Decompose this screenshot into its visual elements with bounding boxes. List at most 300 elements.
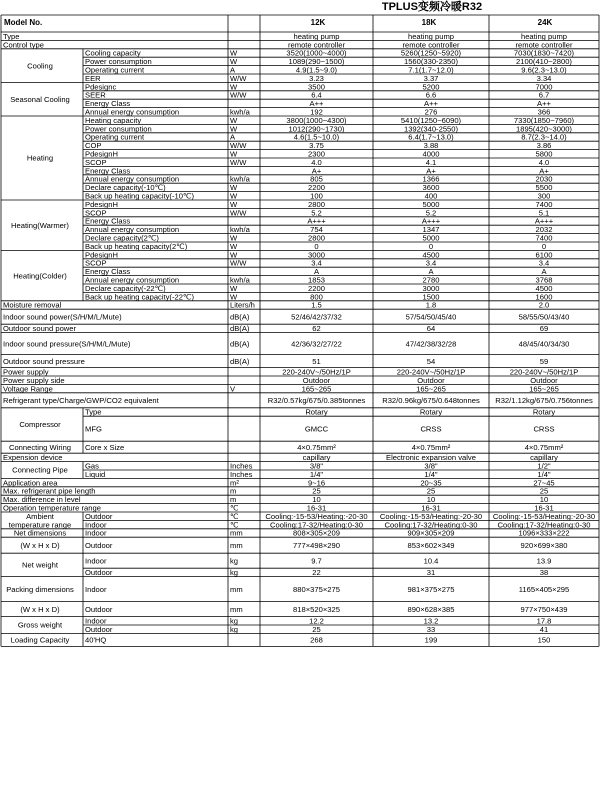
row-value: 4×0.75mm²	[297, 442, 336, 452]
row-sub-label: Outdoor	[85, 511, 113, 521]
row-unit: mm	[230, 540, 243, 550]
row-value: CRSS	[420, 424, 442, 434]
row-value: 1560(330-2350)	[403, 57, 459, 67]
row-unit: W/W	[230, 157, 247, 167]
row-value: 8.7(2.3~14.0)	[521, 132, 567, 142]
row-value: 1895(420~3000)	[516, 124, 572, 134]
row-value: 27~45	[533, 478, 555, 488]
row-sub-label: Power consumption	[85, 57, 152, 67]
row-value: A++	[424, 99, 438, 109]
row-sub-label: Core x Size	[85, 442, 125, 452]
row-value: 47/42/38/32/28	[405, 339, 457, 349]
row-value: 1089(290~1500)	[288, 57, 345, 67]
row-value: 2030	[535, 174, 553, 184]
row-group-label: Connecting Pipe	[12, 465, 68, 475]
row-unit: W	[230, 82, 238, 92]
row-value: 13.2	[423, 616, 439, 626]
row-sub-label: PdesignH	[85, 149, 118, 159]
row-value: heating pump	[293, 31, 340, 41]
row-value: 6.6	[425, 90, 437, 100]
row-sub-label: Pdesignc	[85, 82, 117, 92]
row-value: 300	[537, 191, 551, 201]
row-value: 6.4	[311, 90, 322, 100]
row-value: 38	[539, 568, 549, 578]
row-value: 10	[312, 495, 321, 505]
row-group-label: Connecting Wiring	[8, 442, 72, 452]
row-sub-label: Operating current	[85, 132, 145, 142]
row-sub-label: Back up heating capacity(-22℃)	[85, 292, 194, 302]
row-value: 1/4"	[537, 469, 551, 479]
row-unit: W	[230, 115, 238, 125]
row-value: 25	[426, 486, 436, 496]
row-unit: kwh/a	[230, 174, 250, 184]
row-value: 818×520×325	[293, 604, 340, 614]
row-sub-label: Annual energy consumption	[85, 225, 180, 235]
row-label: Indoor sound pressure(S/H/M/L/Mute)	[3, 339, 131, 349]
table-title: TPLUS变频冷暖R32	[381, 1, 483, 13]
row-value: 220-240V~/50Hz/1P	[396, 367, 466, 377]
row-value: R32/1.12kg/675/0.756tonnes	[495, 396, 593, 405]
row-value: 3.75	[309, 141, 324, 151]
row-group-label: Cooling	[27, 61, 53, 71]
row-sub-label: Declare capacity(-22℃)	[85, 283, 166, 293]
row-value: GMCC	[304, 424, 329, 434]
row-value: 1/4"	[424, 469, 438, 479]
row-sub-label: Operating current	[85, 65, 145, 75]
row-value: 3/8"	[424, 461, 438, 471]
row-value: 3600	[422, 183, 440, 193]
row-value: 4.6(1.5~10.0)	[293, 132, 340, 142]
row-value: 1600	[535, 292, 553, 302]
row-value: 9~16	[307, 478, 326, 488]
row-unit: ℃	[230, 503, 239, 513]
row-unit: W/W	[230, 258, 247, 268]
row-sub-label: Indoor	[85, 528, 107, 538]
row-sub-label: Annual energy consumption	[85, 174, 180, 184]
row-value: 7000	[535, 82, 553, 92]
row-group-label: Ambient temperature range	[8, 511, 72, 530]
row-value: 1500	[422, 292, 440, 302]
row-value: 33	[426, 624, 436, 634]
row-sub-label: Energy Class	[85, 99, 131, 109]
row-value: 1096×333×222	[518, 528, 570, 538]
row-unit: W	[230, 250, 238, 260]
row-group-label: Gross weight	[17, 620, 63, 630]
row-value: 25	[539, 486, 549, 496]
row-value: 4000	[422, 149, 440, 159]
row-unit: W	[230, 48, 238, 58]
row-value: 59	[539, 356, 549, 366]
row-sub-label: Heating capacity	[85, 115, 142, 125]
row-value: 6.4(1.7~13.0)	[408, 132, 454, 142]
row-value: 2200	[308, 283, 325, 293]
table-cells	[3, 18, 595, 645]
row-sub-label: PdesignH	[85, 199, 118, 209]
row-sub-label: Back up heating capacity(-10℃)	[85, 191, 194, 201]
row-value: 4.9(1.5~9.0)	[295, 65, 338, 75]
row-value: 777×498×290	[293, 540, 340, 550]
row-value: A+++	[307, 216, 326, 226]
row-label: Power supply	[3, 367, 49, 377]
row-value: 16-31	[534, 503, 554, 513]
row-value: 1853	[308, 275, 325, 285]
row-group-label: (W x H x D)	[20, 540, 60, 550]
row-unit: A	[230, 132, 236, 142]
row-value: 6.7	[538, 90, 550, 100]
row-sub-label: Type	[85, 407, 102, 417]
row-value: 4×0.75mm²	[524, 442, 564, 452]
row-value: 5000	[422, 233, 440, 243]
row-value: 16-31	[421, 503, 441, 513]
row-unit: m	[230, 486, 237, 496]
row-value: 880×375×275	[293, 584, 340, 594]
row-value: Rotary	[305, 407, 328, 417]
row-value: A+++	[421, 216, 441, 226]
row-value: 2800	[308, 233, 325, 243]
row-value: A+	[311, 166, 322, 176]
row-sub-label: Annual energy consumption	[85, 107, 180, 117]
row-sub-label: Indoor	[85, 520, 107, 530]
row-label: Application area	[3, 478, 58, 488]
row-sub-label: Declare capacity(2℃)	[85, 233, 159, 243]
row-value: 5800	[535, 149, 553, 159]
row-value: Rotary	[532, 407, 556, 417]
row-unit: m²	[230, 478, 239, 488]
row-value: 7.1(1.7~12.0)	[408, 65, 454, 75]
row-value: 3520(1000~4000)	[286, 48, 347, 58]
row-value: 5260(1250~5920)	[400, 48, 462, 58]
row-value: CRSS	[533, 424, 555, 434]
row-unit: kwh/a	[230, 225, 250, 235]
row-value: 54	[426, 356, 436, 366]
row-value: Cooling:17-32/Heating:0-30	[384, 520, 478, 530]
row-value: Outdoor	[417, 375, 445, 385]
row-value: 805	[310, 174, 323, 184]
row-group-label: Net dimensions	[13, 528, 67, 538]
header-model-18k: 18K	[421, 18, 437, 27]
row-value: 1/2"	[537, 461, 551, 471]
row-unit: kwh/a	[230, 275, 250, 285]
row-sub-label: Back up heating capacity(2℃)	[85, 241, 188, 251]
row-unit: mm	[230, 528, 243, 538]
row-value: 5.1	[538, 208, 550, 218]
row-value: 3800(1000~4300)	[286, 115, 347, 125]
row-value: 16-31	[306, 503, 327, 513]
row-value: 7400	[535, 199, 553, 209]
row-sub-label: SCOP	[85, 208, 107, 218]
row-value: 3.88	[423, 141, 439, 151]
row-value: Outdoor	[302, 375, 331, 385]
row-value: A	[428, 267, 434, 277]
row-unit: W/W	[230, 90, 247, 100]
row-value: remote controller	[402, 40, 460, 50]
row-value: 1366	[422, 174, 440, 184]
row-unit: A	[230, 65, 236, 75]
row-value: 9.7	[311, 556, 322, 566]
row-unit: W	[230, 233, 238, 243]
row-sub-label: Outdoor	[85, 604, 113, 614]
row-value: 31	[426, 568, 436, 578]
row-unit: kg	[230, 624, 239, 634]
row-value: 10	[426, 495, 436, 505]
row-value: 3.23	[309, 73, 324, 83]
row-value: 42/36/32/27/22	[291, 339, 342, 349]
row-value: 6100	[535, 250, 553, 260]
row-value: 1.5	[311, 300, 322, 310]
row-unit: Liters/h	[230, 300, 255, 310]
row-unit: W	[230, 57, 238, 67]
row-value: Cooling:-15-53/Heating:-20-30	[492, 511, 596, 521]
header-model-24k: 24K	[537, 18, 553, 27]
row-value: 199	[424, 635, 438, 645]
header-model-12k: 12K	[310, 18, 326, 27]
row-value: 5410(1250~6090)	[400, 115, 462, 125]
row-unit: W	[230, 241, 238, 251]
row-group-label: Heating	[26, 153, 54, 163]
row-unit: W	[230, 183, 238, 193]
row-label: Refrigerant type/Charge/GWP/CO2 equivalent	[3, 396, 159, 405]
row-value: 2300	[308, 149, 325, 159]
row-value: 0	[541, 241, 547, 251]
row-label: Outdoor sound power	[3, 324, 77, 334]
row-sub-label: Outdoor	[85, 624, 113, 634]
row-value: 7330(1850~7960)	[513, 115, 575, 125]
row-sub-label: Energy Class	[85, 166, 131, 176]
row-unit: kg	[230, 568, 239, 578]
row-unit: Inches	[230, 461, 253, 471]
row-unit: mm	[230, 584, 243, 594]
row-unit: V	[230, 384, 236, 394]
row-value: 366	[537, 107, 551, 117]
row-value: 3.4	[311, 258, 322, 268]
row-value: 3500	[308, 82, 325, 92]
row-value: 4500	[422, 250, 440, 260]
row-unit: W	[230, 191, 238, 201]
row-value: 5.2	[425, 208, 437, 218]
row-value: Cooling:17-32/Heating:0-30	[270, 520, 363, 530]
row-label: Voltage Range	[3, 384, 53, 394]
row-value: 2032	[535, 225, 553, 235]
row-value: capillary	[302, 453, 331, 463]
row-label: Max. difference in level	[3, 495, 81, 505]
row-unit: mm	[230, 604, 243, 614]
row-sub-label: EER	[85, 73, 101, 83]
row-value: A++	[309, 99, 324, 109]
row-value: 20~35	[420, 478, 442, 488]
row-unit: dB(A)	[230, 356, 250, 366]
row-value: 52/46/42/37/32	[291, 312, 342, 322]
row-value: 220-240V~/50Hz/1P	[509, 367, 579, 377]
row-label: Indoor sound power(S/H/M/L/Mute)	[3, 312, 122, 322]
row-sub-label: SCOP	[85, 157, 107, 167]
row-value: 0	[428, 241, 434, 251]
row-value: 981×375×275	[407, 584, 455, 594]
row-value: 2.0	[538, 300, 550, 310]
row-value: heating pump	[520, 31, 568, 41]
row-unit: W/W	[230, 208, 247, 218]
row-value: A+	[539, 166, 549, 176]
row-unit: W	[230, 149, 238, 159]
row-value: Cooling:-15-53/Heating:-20-30	[265, 511, 368, 521]
row-value: 165~265	[529, 384, 559, 394]
row-sub-label: SEER	[85, 90, 106, 100]
row-value: 25	[312, 624, 321, 634]
row-value: A+++	[534, 216, 554, 226]
row-value: 890×628×385	[407, 604, 455, 614]
row-value: 3.4	[425, 258, 437, 268]
row-value: 754	[310, 225, 323, 235]
row-value: Electronic expansion valve	[386, 453, 476, 463]
row-unit: ℃	[230, 511, 239, 521]
row-sub-label: PdesignH	[85, 250, 118, 260]
row-label: Type	[3, 31, 20, 41]
row-unit: kg	[230, 556, 239, 566]
row-value: A+	[426, 166, 436, 176]
row-label: Control type	[3, 40, 44, 50]
row-unit: W/W	[230, 73, 247, 83]
header-model-label: Model No.	[4, 18, 43, 27]
row-value: 150	[537, 635, 551, 645]
row-value: 1347	[422, 225, 440, 235]
row-value: 1012(290~1730)	[288, 124, 345, 134]
row-value: 62	[312, 324, 321, 334]
row-value: 1392(340-2550)	[403, 124, 459, 134]
row-value: 3.34	[536, 73, 552, 83]
row-value: 920×699×380	[520, 540, 568, 550]
row-unit: Inches	[230, 469, 253, 479]
row-value: Rotary	[419, 407, 443, 417]
row-value: 909×305×209	[407, 528, 455, 538]
row-unit: dB(A)	[230, 312, 250, 322]
row-unit: W	[230, 283, 238, 293]
row-value: 4.0	[311, 157, 322, 167]
row-value: 12.2	[309, 616, 324, 626]
row-value: 41	[539, 624, 549, 634]
row-sub-label: Indoor	[85, 616, 107, 626]
row-value: 5000	[422, 199, 440, 209]
row-value: 13.9	[536, 556, 552, 566]
row-value: R32/0.57kg/675/0.385tonnes	[267, 396, 366, 405]
row-value: Outdoor	[530, 375, 558, 385]
row-value: 1.8	[425, 300, 437, 310]
row-value: 853×602×349	[407, 540, 455, 550]
row-value: R32/0.96kg/675/0.648tonnes	[382, 396, 480, 405]
row-value: capillary	[530, 453, 558, 463]
row-group-label: Heating(Warmer)	[11, 220, 69, 230]
row-unit: ℃	[230, 520, 239, 530]
row-group-label: Net weight	[22, 560, 58, 570]
row-group-label: Heating(Colder)	[13, 271, 67, 281]
row-value: 100	[310, 191, 323, 201]
row-value: 1165×405×295	[518, 584, 570, 594]
row-value: 9.6(2.3~13.0)	[521, 65, 567, 75]
row-value: 3/8"	[309, 461, 324, 471]
row-value: 3.4	[538, 258, 550, 268]
row-unit: W	[230, 124, 238, 134]
row-value: 7030(1830~7420)	[513, 48, 575, 58]
row-sub-label: Outdoor	[85, 568, 113, 578]
row-group-label: Compressor	[19, 420, 61, 430]
row-value: 64	[426, 324, 436, 334]
row-value: A++	[537, 99, 551, 109]
row-sub-label: Liquid	[85, 469, 106, 479]
row-value: 276	[424, 107, 438, 117]
row-unit: W	[230, 292, 238, 302]
row-label: Power supply side	[3, 375, 65, 385]
row-label: Operation temperature range	[3, 503, 101, 513]
row-sub-label: MFG	[85, 424, 102, 434]
row-value: 220-240V~/50Hz/1P	[282, 367, 351, 377]
row-value: 17.8	[536, 616, 552, 626]
row-group-label: Seasonal Cooling	[10, 94, 70, 104]
row-value: 165~265	[416, 384, 446, 394]
row-sub-label: Declare capacity(-10℃)	[85, 183, 166, 193]
row-value: 3.37	[423, 73, 439, 83]
row-sub-label: Indoor	[85, 556, 107, 566]
row-value: 25	[312, 486, 321, 496]
row-sub-label: Outdoor	[85, 540, 113, 550]
row-label: Moisture removal	[3, 300, 62, 310]
row-sub-label: Indoor	[85, 584, 107, 594]
row-value: 165~265	[301, 384, 332, 394]
row-value: 10.4	[423, 556, 439, 566]
row-value: 2800	[308, 199, 325, 209]
row-value: 268	[310, 635, 323, 645]
row-value: 2200	[308, 183, 325, 193]
row-sub-label: Energy Class	[85, 267, 131, 277]
row-group-label: Loading Capacity	[10, 635, 70, 645]
row-value: 22	[312, 568, 321, 578]
row-value: 58/55/50/43/40	[518, 312, 570, 322]
row-value: A	[313, 267, 320, 277]
row-unit: dB(A)	[230, 339, 250, 349]
row-value: 4.0	[538, 157, 550, 167]
row-sub-label: Gas	[85, 461, 99, 471]
row-sub-label: Annual energy consumption	[85, 275, 180, 285]
row-sub-label: 40'HQ	[85, 635, 107, 645]
row-unit: W/W	[230, 141, 247, 151]
row-value: remote controller	[515, 40, 573, 50]
row-value: 192	[310, 107, 323, 117]
row-value: 7400	[535, 233, 553, 243]
row-value: remote controller	[288, 40, 345, 50]
row-sub-label: SCOP	[85, 258, 107, 268]
row-unit: kg	[230, 616, 239, 626]
row-label: Expension device	[3, 453, 63, 463]
row-label: Outdoor sound pressure	[3, 356, 85, 366]
row-value: 977×750×439	[520, 604, 568, 614]
row-value: 4.1	[425, 157, 437, 167]
row-value: 5200	[422, 82, 440, 92]
row-unit: W	[230, 199, 238, 209]
row-sub-label: COP	[85, 141, 102, 151]
row-sub-label: Energy Class	[85, 216, 131, 226]
row-sub-label: Cooling capacity	[85, 48, 141, 58]
row-value: 5.2	[311, 208, 322, 218]
row-value: 2780	[422, 275, 440, 285]
row-value: 800	[310, 292, 323, 302]
row-value: 1/4"	[309, 469, 324, 479]
row-value: Cooling:17-32/Heating:0-30	[497, 520, 591, 530]
row-value: 4500	[535, 283, 553, 293]
row-value: 3768	[535, 275, 553, 285]
row-value: 3000	[422, 283, 440, 293]
row-group-label: (W x H x D)	[20, 604, 60, 614]
row-value: 4×0.75mm²	[411, 442, 451, 452]
row-value: 5500	[535, 183, 553, 193]
row-value: 51	[312, 356, 321, 366]
row-value: 3.86	[536, 141, 552, 151]
